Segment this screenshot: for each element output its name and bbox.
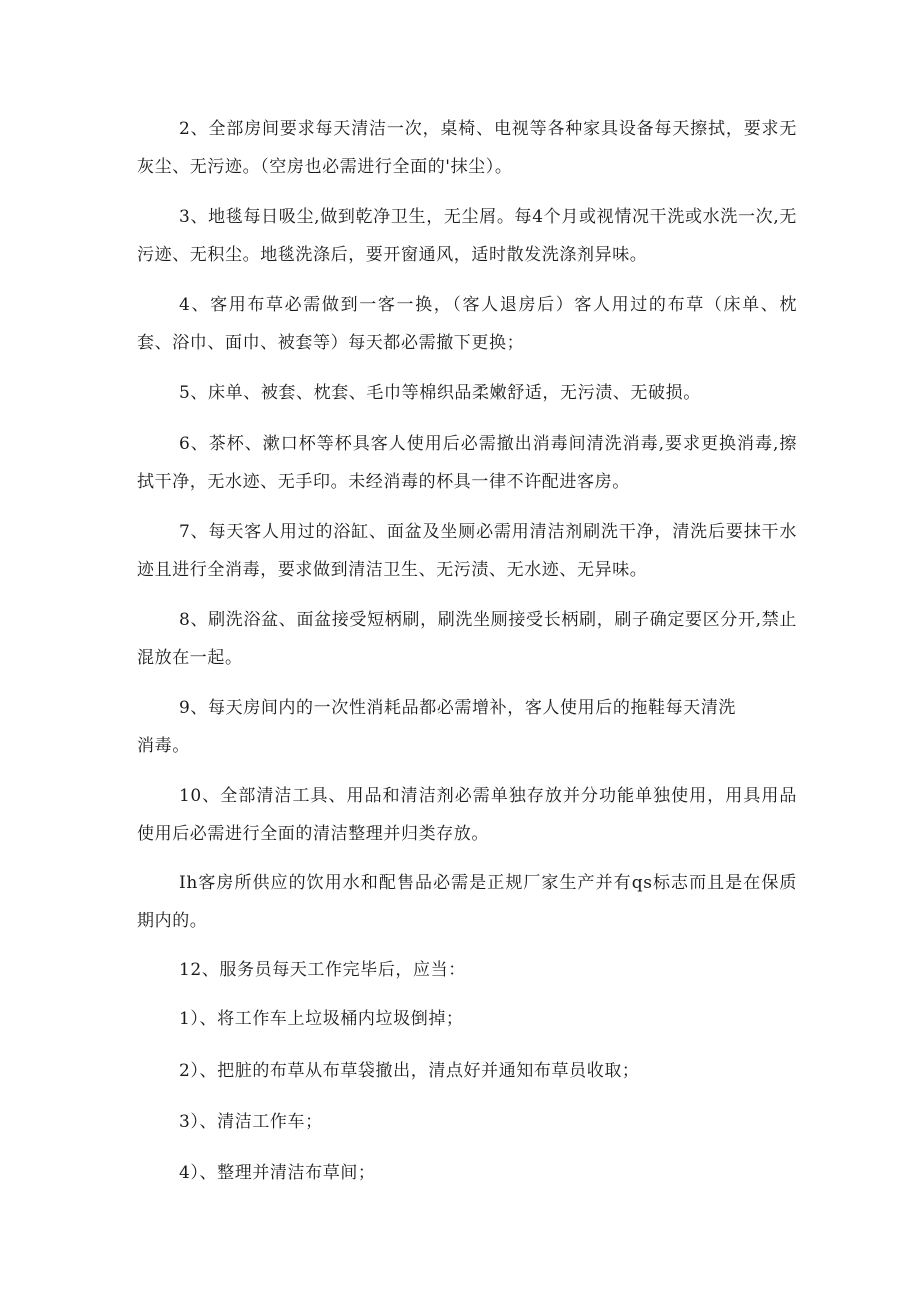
list-item-2: 2）、把脏的布草从布草袋撤出，清点好并通知布草员收取； [179,1061,640,1081]
paragraph-11: Ih客房所供应的饮用水和配售品必需是正规厂家生产并有qs标志而且是在保质期内的。 [137,873,797,931]
paragraph-3: 3、地毯每日吸尘,做到乾净卫生，无尘屑。每4个月或视情况干洗或水洗一次,无污迹、无积尘。地毯洗涤后，要开窗通风，适时散发洗涤剂异味。 [137,207,797,265]
paragraph-4: 4、客用布草必需做到一客一换，（客人退房后）客人用过的布草（床单、枕套、浴巾、面巾、被套等）每天都必需撤下更换； [137,295,797,353]
paragraph-5: 5、床单、被套、枕套、毛巾等棉织品柔嫩舒适，无污渍、无破损。 [179,383,701,403]
paragraph-9: 9、每天房间内的一次性消耗品都必需增补，客人使用后的拖鞋每天清洗消毒。 [137,698,737,756]
paragraph-7: 7、每天客人用过的浴缸、面盆及坐厕必需用清洁剂刷洗干净，清洗后要抹干水迹且进行全消毒，要求做到清洁卫生、无污渍、无水迹、无异味。 [137,522,797,580]
paragraph-6: 6、茶杯、漱口杯等杯具客人使用后必需撤出消毒间清洗消毒,要求更换消毒,擦拭干净，无水迹、无手印。未经消毒的杯具一律不许配进客房。 [137,434,797,492]
list-item-1: 1）、将工作车上垃圾桶内垃圾倒掉； [179,1009,464,1029]
list-item-3: 3）、清洁工作车； [179,1112,323,1132]
list-item-4: 4）、整理并清洁布草间； [179,1163,376,1183]
paragraph-10: 10、全部清洁工具、用品和清洁剂必需单独存放并分功能单独使用，用具用品使用后必需进行全面的清洁整理并归类存放。 [137,786,797,844]
paragraph-12: 12、服务员每天工作完毕后，应当： [179,960,466,980]
paragraph-8: 8、刷洗浴盆、面盆接受短柄刷，刷洗坐厕接受长柄刷，刷子确定要区分开,禁止混放在一起。 [137,610,797,668]
paragraph-2: 2、全部房间要求每天清洁一次，桌椅、电视等各种家具设备每天擦拭，要求无灰尘、无污迹。（空房也必需进行全面的'抹尘）。 [137,119,797,177]
